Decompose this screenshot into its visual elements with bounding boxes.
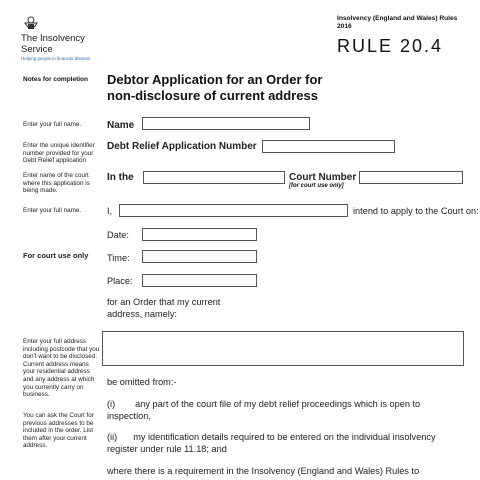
dra-number-input[interactable] [262, 140, 395, 153]
item-ii: (ii) my identification details required to be entered on the individual insolvency register under rule 11.18; and [107, 432, 436, 454]
omitted-text: be omitted from:- [107, 377, 177, 387]
i-label: I, [107, 206, 113, 216]
item-i: (i) any part of the court file of my debt relief proceedings which is open to inspection, [107, 399, 421, 421]
note-name: Enter your full name. [23, 121, 82, 128]
name-label: Name [107, 120, 135, 131]
note-previous-addresses: You can ask the Court for previous addresses to be included in the order. List them after your current address. [23, 412, 94, 450]
time-input[interactable] [142, 250, 257, 263]
date-label: Date: [107, 230, 129, 240]
note-dra: Enter the unique identifier number provided for your Debt Relief application [23, 142, 95, 165]
in-the-label: In the [107, 172, 134, 183]
applicant-name-input[interactable] [119, 204, 348, 217]
name-input[interactable] [142, 117, 310, 130]
court-number-input[interactable] [359, 171, 463, 184]
notes-heading: Notes for completion [23, 76, 89, 83]
crest-icon [21, 14, 41, 34]
dra-label: Debt Relief Application Number [107, 141, 257, 152]
where-text: where there is a requirement in the Insolvency (England and Wales) Rules to [107, 466, 420, 476]
address-textarea[interactable] [102, 331, 464, 366]
intend-text: intend to apply to the Court on: [353, 206, 479, 216]
court-number-label: Court Number [289, 172, 357, 183]
rules-title: Insolvency (England and Wales) Rules 2016 [337, 15, 458, 30]
form-title: Debtor Application for an Order for non-disclosure of current address [107, 72, 323, 103]
court-name-input[interactable] [143, 171, 285, 184]
place-label: Place: [107, 276, 133, 286]
org-name: The Insolvency Service [21, 33, 85, 55]
note-name-2: Enter your full name. [23, 207, 82, 214]
crest-logo [21, 14, 41, 34]
date-input[interactable] [142, 228, 257, 241]
order-text: for an Order that my current address, namely: [107, 297, 221, 319]
rule-number: RULE 20.4 [337, 36, 444, 56]
court-use-hint: [for court use only] [289, 183, 344, 189]
org-tagline: Helping people in financial distress [21, 56, 91, 61]
note-address: Enter your full address including postcode that you don't want to be disclosed. Current address means your residential address and any address at which you currently carry on business. [23, 338, 100, 399]
court-use-note: For court use only [23, 251, 89, 260]
note-court: Enter name of the court where this application is being made. [23, 172, 90, 195]
time-label: Time: [107, 253, 130, 263]
place-input[interactable] [142, 274, 257, 287]
